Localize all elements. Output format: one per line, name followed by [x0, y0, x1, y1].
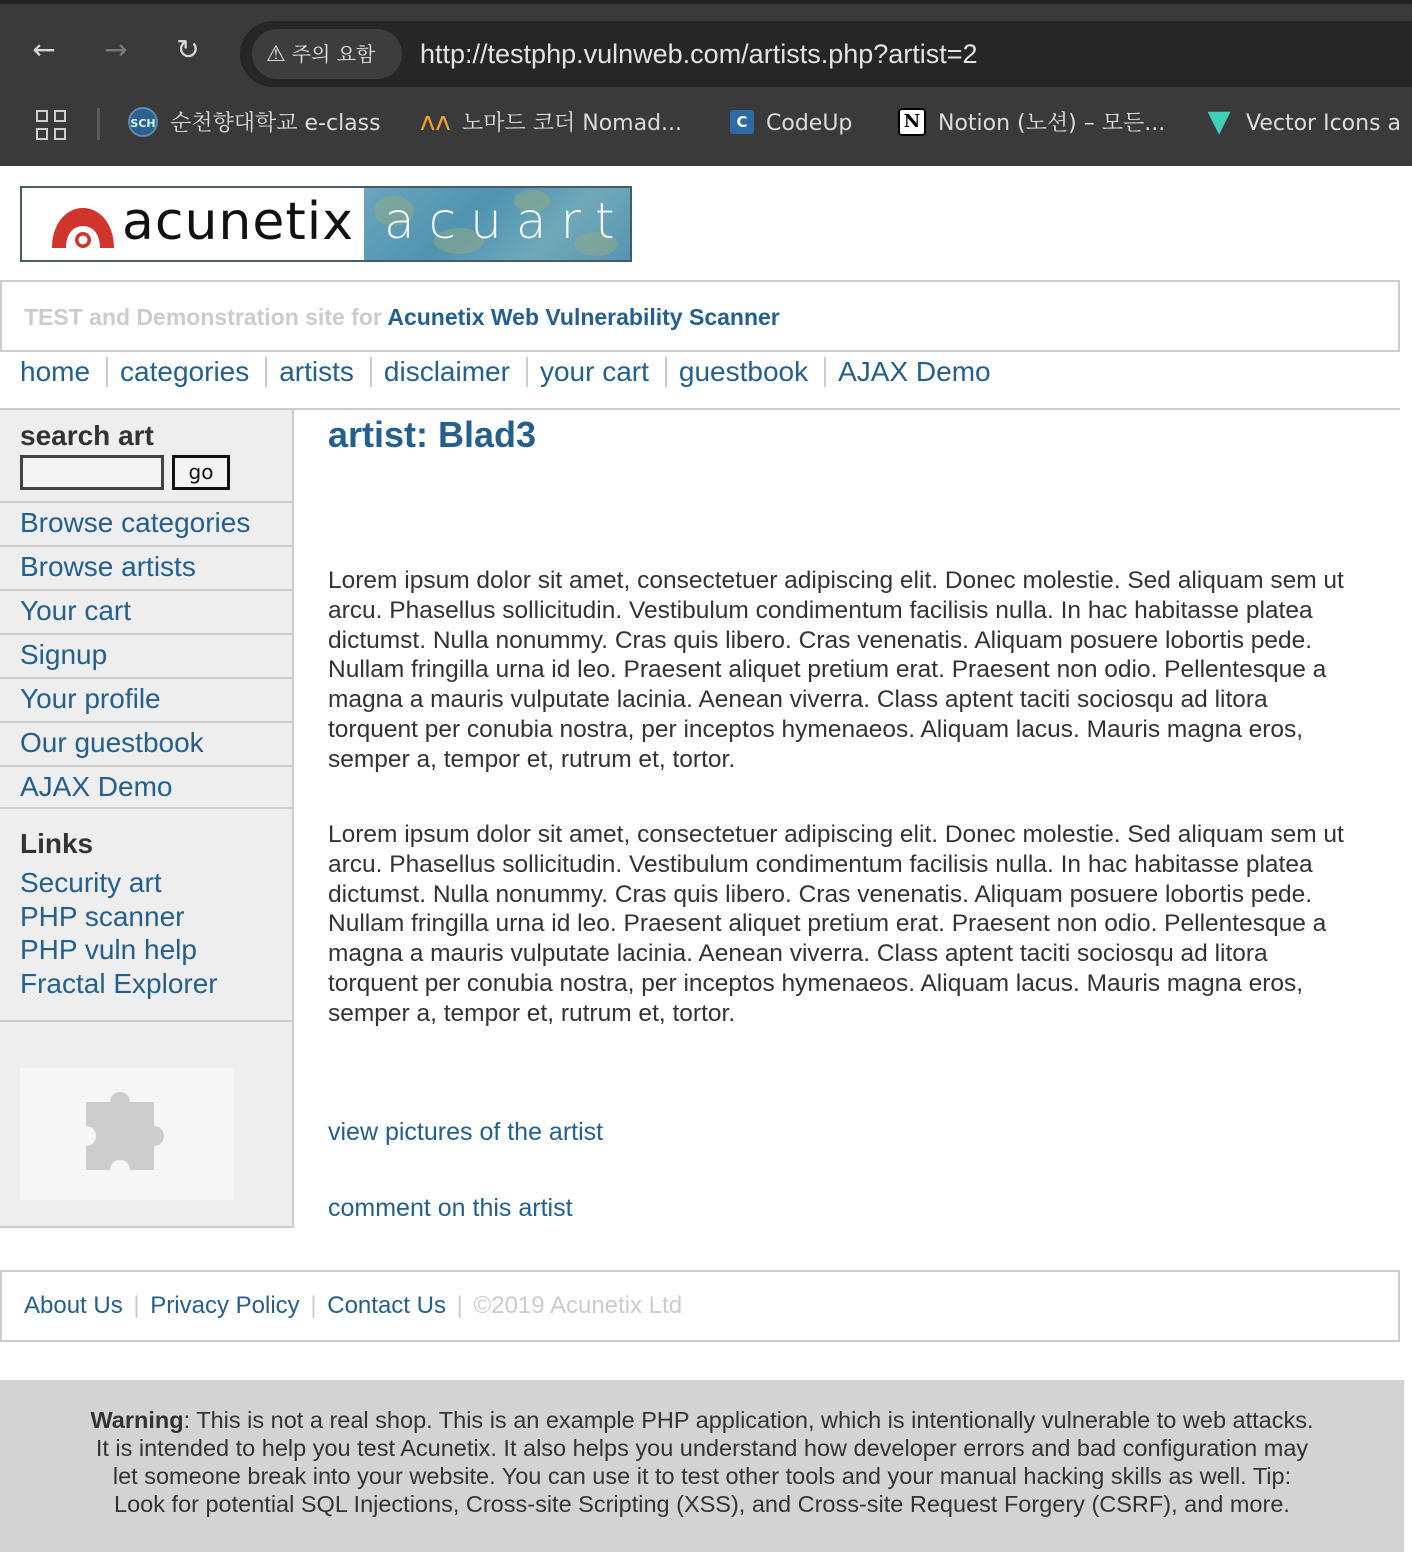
- forward-arrow-icon[interactable]: →: [104, 33, 128, 66]
- nav-disclaimer[interactable]: disclaimer: [383, 356, 510, 387]
- sidebar-item-your-profile[interactable]: [0, 677, 292, 721]
- copyright-text: ©2019 Acunetix Ltd: [473, 1292, 683, 1319]
- nav-separator: [824, 357, 826, 387]
- bookmark-label: Vector Icons a: [1246, 111, 1402, 136]
- nomad-coders-icon: ʌʌ: [420, 107, 451, 137]
- links-heading: Links: [20, 828, 94, 859]
- back-arrow-icon[interactable]: ←: [32, 33, 56, 66]
- bookmark-codeup[interactable]: [730, 88, 852, 160]
- nav-ajax-demo[interactable]: AJAX Demo: [838, 356, 991, 387]
- sidebar-link[interactable]: Your cart: [20, 595, 132, 626]
- artist-bio-paragraph: Lorem ipsum dolor sit amet, consectetuer adipiscing elit. Donec molestie. Sed aliquam sem ut arcu. Phasellus sollicitudin. Vestibulum condimentum facilisis nulla. In hac habitasse platea dictumst. Nulla nonummy. Cras quis libero. Cras venenatis. Aliquam posuere lobortis pede. Nullam fringilla urna id leo. Praesent aliquet pretium erat. Praesent non odio. Pellentesque a magna a mauris vulputate lacinia. Aenean viverra. Class aptent taciti sociosqu ad litora torquent per conubia nostra, per inceptos hymenaeos. Aliquam lacus. Mauris magna eros, semper a, tempor et, rutrum et, tortor.: [328, 567, 1344, 773]
- footer-separator: |: [456, 1292, 463, 1319]
- acunetix-logo: [22, 188, 364, 260]
- sidebar-item-ajax-demo[interactable]: [0, 765, 292, 809]
- logo-text-acuart: acuart: [384, 192, 629, 250]
- top-navigation: [20, 352, 991, 396]
- warning-line-4: Look for potential SQL Injections, Cross-site Scripting (XSS), and Cross-site Request Forgery (CSRF), and more.: [114, 1491, 1290, 1517]
- sidebar-link[interactable]: Browse categories: [20, 507, 251, 538]
- footer-privacy-policy[interactable]: Privacy Policy: [150, 1292, 300, 1319]
- nav-separator: [106, 357, 108, 387]
- sidebar-item-your-cart[interactable]: [0, 589, 292, 633]
- security-label: 주의 요함: [291, 42, 376, 66]
- warning-banner: [0, 1380, 1404, 1552]
- sidebar-item-signup[interactable]: [0, 633, 292, 677]
- acunetix-arch-icon: [50, 204, 116, 250]
- nav-guestbook[interactable]: guestbook: [678, 356, 809, 387]
- bookmark-sch-eclass[interactable]: [128, 88, 381, 160]
- apps-grid-icon[interactable]: [36, 110, 68, 142]
- warning-line-3: let someone break into your website. You can use it to test other tools and your manual hacking skills as well. Tip:: [112, 1463, 1292, 1489]
- bookmark-label: 노마드 코더 Nomad...: [462, 111, 683, 136]
- sidebar-menu: [0, 501, 292, 809]
- vector-icons-icon: ▼: [1207, 104, 1231, 139]
- footer-separator: |: [133, 1292, 140, 1319]
- reload-icon[interactable]: ↻: [176, 33, 200, 66]
- bookmarks-bar: [0, 88, 1412, 166]
- logo-text-acunetix: acunetix: [122, 192, 354, 252]
- link-security-art[interactable]: Security art: [20, 867, 162, 898]
- notion-icon: N: [898, 108, 926, 136]
- nav-home[interactable]: home: [20, 356, 91, 387]
- nav-separator: [665, 357, 667, 387]
- sidebar-link[interactable]: Signup: [20, 639, 108, 670]
- links-list: [20, 866, 218, 1000]
- footer: [0, 1270, 1400, 1342]
- link-php-scanner[interactable]: PHP scanner: [20, 900, 185, 932]
- bookmark-label: CodeUp: [766, 111, 853, 136]
- nav-separator: [265, 357, 267, 387]
- sidebar-link[interactable]: AJAX Demo: [20, 771, 173, 802]
- footer-separator: |: [310, 1292, 317, 1319]
- tagline-box: [0, 280, 1400, 352]
- codeup-icon: C: [730, 110, 754, 134]
- nav-categories[interactable]: categories: [120, 356, 250, 387]
- link-fractal-explorer[interactable]: Fractal Explorer: [20, 967, 218, 999]
- bookmarks-separator: [97, 108, 100, 140]
- search-art-input[interactable]: [20, 455, 164, 490]
- warning-line-1: : This is not a real shop. This is an example PHP application, which is intentionally vulnerable to web attacks.: [183, 1407, 1314, 1433]
- warning-triangle-icon: ⚠: [266, 42, 286, 67]
- browser-chrome: [0, 0, 1412, 166]
- footer-links: [24, 1292, 682, 1320]
- warning-line-2: It is intended to help you test Acunetix. It also helps you understand how developer errors and bad configuration may: [95, 1435, 1309, 1461]
- acuart-logo: [364, 188, 630, 260]
- sidebar-link[interactable]: Browse artists: [20, 551, 196, 582]
- puzzle-piece-icon: [86, 1088, 172, 1174]
- sidebar-item-our-guestbook[interactable]: [0, 721, 292, 765]
- nav-artists[interactable]: artists: [279, 356, 354, 387]
- tagline-brand-link[interactable]: Acunetix Web Vulnerability Scanner: [387, 304, 780, 330]
- tagline: [24, 304, 780, 331]
- bookmark-vector-icons[interactable]: [1204, 88, 1401, 160]
- bookmark-nomad-coders[interactable]: [420, 88, 682, 160]
- artist-title: artist: Blad3: [328, 414, 537, 455]
- sch-university-icon: SCH: [128, 107, 158, 137]
- browser-toolbar: [0, 4, 1412, 88]
- link-php-vuln-help[interactable]: PHP vuln help: [20, 934, 197, 965]
- warning-text: [0, 1406, 1404, 1518]
- search-go-button[interactable]: go: [172, 455, 230, 490]
- tagline-prefix: TEST and Demonstration site for: [24, 304, 388, 330]
- url-text[interactable]: http://testphp.vulnweb.com/artists.php?artist=2: [420, 39, 978, 69]
- nav-your-cart[interactable]: your cart: [539, 356, 649, 387]
- bookmark-notion[interactable]: [898, 88, 1165, 160]
- bookmark-label: Notion (노션) – 모든...: [938, 111, 1166, 136]
- footer-contact-us[interactable]: Contact Us: [327, 1292, 446, 1319]
- sidebar-divider: [0, 1020, 292, 1022]
- sidebar-link[interactable]: Your profile: [20, 683, 161, 714]
- sidebar-item-browse-artists[interactable]: [0, 545, 292, 589]
- sidebar-link[interactable]: Our guestbook: [20, 727, 204, 758]
- search-art-label: search art: [20, 420, 154, 451]
- sidebar: [0, 410, 294, 1228]
- warning-bold-label: Warning: [90, 1407, 184, 1433]
- warning-line: [0, 1406, 1404, 1434]
- site-logo[interactable]: [20, 186, 632, 262]
- nav-separator: [526, 357, 528, 387]
- comment-on-artist-link[interactable]: comment on this artist: [328, 1194, 573, 1222]
- security-warning-chip[interactable]: [252, 29, 402, 79]
- address-bar[interactable]: [240, 21, 1412, 87]
- artist-bio-paragraph: Lorem ipsum dolor sit amet, consectetuer adipiscing elit. Donec molestie. Sed aliquam sem ut arcu. Phasellus sollicitudin. Vestibulum condimentum facilisis nulla. In hac habitasse platea dictumst. Nulla nonummy. Cras quis libero. Cras venenatis. Aliquam posuere lobortis pede. Nullam fringilla urna id leo. Praesent aliquet pretium erat. Praesent non odio. Pellentesque a magna a mauris vulputate lacinia. Aenean viverra. Class aptent taciti sociosqu ad litora torquent per conubia nostra, per inceptos hymenaeos. Aliquam lacus. Mauris magna eros, semper a, tempor et, rutrum et, tortor.: [328, 821, 1344, 1027]
- nav-separator: [370, 357, 372, 387]
- sidebar-item-browse-categories[interactable]: [0, 501, 292, 545]
- web-page: [0, 166, 1412, 1552]
- footer-about-us[interactable]: About Us: [24, 1292, 123, 1319]
- view-pictures-link[interactable]: view pictures of the artist: [328, 1118, 604, 1146]
- bookmark-label: 순천향대학교 e-class: [170, 111, 381, 136]
- missing-plugin-placeholder: [20, 1068, 234, 1200]
